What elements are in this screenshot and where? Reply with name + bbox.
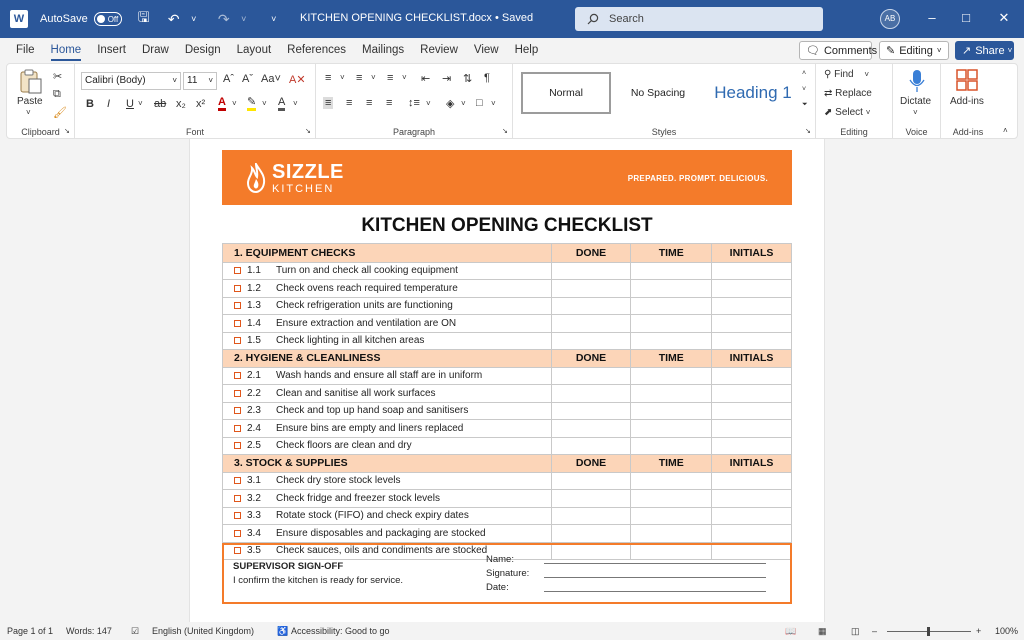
checklist-item (223, 280, 552, 298)
time-cell[interactable] (631, 472, 712, 490)
checklist-row (223, 525, 792, 543)
title-bar (0, 0, 1024, 38)
done-cell[interactable] (551, 385, 631, 403)
accessibility-icon: ♿ (277, 626, 289, 636)
superscript-icon[interactable]: x² (196, 98, 206, 110)
share-button[interactable] (955, 41, 1014, 60)
item-number: 1.4 (247, 317, 261, 329)
flame-icon (246, 163, 266, 193)
initials-cell[interactable] (712, 262, 792, 280)
addins-icon[interactable] (956, 69, 978, 91)
chevron-down-icon: ˅ (936, 46, 942, 55)
editing-label: Editing (899, 44, 933, 57)
initials-cell[interactable] (712, 402, 792, 420)
checklist-row (223, 297, 792, 315)
column-header-done: DONE (551, 350, 631, 368)
font-color-icon[interactable]: A (218, 97, 226, 111)
done-cell[interactable] (551, 472, 631, 490)
search-icon: ⚲ (824, 69, 832, 80)
avatar[interactable]: AB (880, 9, 900, 29)
item-text: Check floors are clean and dry (276, 440, 412, 452)
highlight-icon[interactable]: ✎ (247, 97, 256, 111)
checklist-item (223, 297, 552, 315)
dictate-dropdown-icon[interactable]: ˅ (913, 108, 918, 117)
item-number: 2.3 (247, 405, 261, 417)
microphone-icon[interactable] (909, 69, 925, 93)
autosave-state: Off (107, 14, 119, 24)
checklist-row (223, 472, 792, 490)
checkbox-icon[interactable] (234, 442, 241, 449)
increase-indent-icon[interactable]: ⇥ (442, 73, 452, 85)
column-header-initials: INITIALS (712, 455, 792, 473)
initials-cell[interactable] (712, 297, 792, 315)
text-effects-dropdown-icon[interactable]: ˅ (293, 99, 298, 108)
checkbox-icon[interactable] (234, 477, 241, 484)
clipboard-group (7, 64, 75, 140)
clipboard-launcher-icon[interactable]: ↘ (64, 128, 70, 135)
checklist-item (223, 332, 552, 350)
checkbox-icon[interactable] (234, 372, 241, 379)
initials-cell[interactable] (712, 280, 792, 298)
item-text: Check ovens reach required temperature (276, 282, 458, 294)
bullets-dropdown-icon[interactable]: ˅ (340, 73, 345, 82)
print-layout-icon[interactable]: ▦ (818, 626, 827, 636)
checkbox-icon[interactable] (234, 530, 241, 537)
select-button[interactable] (824, 107, 870, 118)
tab-file[interactable]: File (16, 44, 35, 56)
tab-home[interactable]: Home (43, 38, 90, 62)
checklist-table[interactable] (222, 243, 792, 560)
undo-icon[interactable]: ↶ (167, 10, 180, 27)
tab-review[interactable]: Review (420, 44, 458, 56)
initials-cell[interactable] (712, 385, 792, 403)
align-left-icon[interactable]: ≡ (325, 97, 332, 109)
font-group (75, 64, 316, 140)
item-number: 2.5 (247, 440, 261, 452)
checkbox-icon[interactable] (234, 285, 241, 292)
done-cell[interactable] (551, 507, 631, 525)
clear-formatting-icon[interactable]: A✕ (289, 74, 306, 86)
item-number: 3.1 (247, 475, 261, 487)
initials-cell[interactable] (712, 332, 792, 350)
logo (246, 158, 344, 198)
checklist-row (223, 367, 792, 385)
voice-group-label: Voice (905, 127, 928, 137)
checklist-item (223, 385, 552, 403)
time-cell[interactable] (631, 525, 712, 543)
proofing-icon[interactable]: ☑ (131, 626, 140, 636)
search-icon (587, 13, 599, 25)
style-heading-1[interactable]: Heading 1 (714, 83, 792, 102)
copy-icon[interactable]: ⧉ (53, 88, 61, 100)
styles-scroll-down-icon[interactable]: ˅ (802, 86, 807, 93)
item-text: Wash hands and ensure all staff are in uniform (276, 370, 483, 382)
logo-sub-text: KITCHEN (272, 182, 335, 195)
format-painter-icon[interactable]: 🖌 (53, 107, 67, 119)
section-title: 2. HYGIENE & CLEANLINESS (223, 350, 552, 368)
paste-label[interactable]: Paste (17, 96, 43, 107)
text-effects-icon[interactable]: A (278, 97, 285, 111)
minimize-icon[interactable]: – (928, 10, 936, 25)
checkbox-icon[interactable] (234, 267, 241, 274)
item-text: Check refrigeration units are functioning (276, 300, 453, 312)
borders-dropdown-icon[interactable]: ˅ (491, 99, 496, 108)
font-name-value: Calibri (Body) (85, 75, 146, 86)
checklist-row (223, 280, 792, 298)
tab-help[interactable]: Help (514, 44, 539, 56)
find-button[interactable] (824, 69, 869, 80)
time-cell[interactable] (631, 437, 712, 455)
item-text: Ensure bins are empty and liners replaced (276, 422, 464, 434)
style-no-spacing[interactable]: No Spacing (630, 87, 686, 99)
search-box[interactable] (575, 7, 823, 31)
name-line[interactable] (544, 563, 766, 564)
item-number: 1.3 (247, 300, 261, 312)
time-cell[interactable] (631, 420, 712, 438)
section-title: 1. EQUIPMENT CHECKS (223, 244, 552, 263)
checklist-row (223, 402, 792, 420)
checklist-item (223, 420, 552, 438)
item-number: 2.4 (247, 422, 261, 434)
column-header-initials: INITIALS (712, 244, 792, 263)
subscript-icon[interactable]: x₂ (176, 98, 186, 110)
replace-label: Replace (835, 88, 872, 99)
redo-dropdown-icon[interactable]: ˅ (241, 14, 247, 24)
item-number: 3.2 (247, 492, 261, 504)
replace-icon: ⇄ (824, 88, 833, 99)
paste-icon[interactable] (19, 69, 43, 95)
column-header-time: TIME (631, 455, 712, 473)
paragraph-group (316, 64, 513, 140)
select-label: Select (835, 107, 863, 118)
multilevel-list-icon[interactable]: ≡ (387, 72, 394, 84)
chevron-down-icon: ˅ (1007, 46, 1013, 55)
maximize-icon[interactable]: □ (962, 10, 970, 25)
underline-icon[interactable]: U (126, 98, 134, 110)
signature-label: Signature: (486, 568, 530, 579)
time-cell[interactable] (631, 280, 712, 298)
styles-group (513, 64, 816, 140)
checkbox-icon[interactable] (234, 390, 241, 397)
cut-icon[interactable]: ✂ (53, 71, 63, 83)
pencil-icon: ✎ (886, 45, 896, 57)
tab-references[interactable]: References (287, 44, 346, 56)
language[interactable]: English (United Kingdom) (152, 626, 255, 636)
align-right-icon[interactable]: ≡ (366, 97, 373, 109)
document-canvas[interactable] (0, 139, 1024, 622)
redo-icon[interactable]: ↷ (217, 10, 230, 27)
column-header-initials: INITIALS (712, 350, 792, 368)
web-layout-icon[interactable]: ◫ (851, 626, 860, 636)
styles-launcher-icon[interactable]: ↘ (805, 128, 811, 135)
strikethrough-icon[interactable]: ab (154, 98, 167, 110)
done-cell[interactable] (551, 262, 631, 280)
grow-font-icon[interactable]: Aˆ (223, 73, 234, 85)
shading-icon[interactable]: ◈ (446, 98, 455, 110)
zoom-slider-thumb[interactable] (927, 627, 930, 636)
initials-cell[interactable] (712, 490, 792, 508)
bold-icon[interactable]: B (86, 98, 94, 110)
section-header-row (223, 455, 792, 473)
section-header-row (223, 350, 792, 368)
column-header-done: DONE (551, 244, 631, 263)
initials-cell[interactable] (712, 472, 792, 490)
tab-draw[interactable]: Draw (141, 44, 169, 56)
item-text: Check lighting in all kitchen areas (276, 335, 425, 347)
checklist-row (223, 420, 792, 438)
font-size-select[interactable] (183, 72, 217, 90)
checkbox-icon[interactable] (234, 337, 241, 344)
date-line[interactable] (544, 591, 766, 592)
column-header-time: TIME (631, 244, 712, 263)
item-number: 1.1 (247, 265, 261, 277)
document-page[interactable] (189, 139, 825, 622)
checkbox-icon[interactable] (234, 302, 241, 309)
chevron-down-icon: ˅ (864, 70, 870, 79)
checkbox-icon[interactable] (234, 425, 241, 432)
tagline: PREPARED. PROMPT. DELICIOUS. (627, 174, 768, 183)
checklist-row (223, 507, 792, 525)
column-header-time: TIME (631, 350, 712, 368)
addins-group (941, 64, 995, 140)
save-icon[interactable]: 🖫 (137, 9, 150, 25)
zoom-out-icon[interactable]: – (872, 626, 878, 636)
customize-toolbar-icon[interactable]: ˅ (271, 14, 277, 24)
tab-design[interactable]: Design (184, 44, 221, 56)
done-cell[interactable] (551, 297, 631, 315)
checklist-item (223, 315, 552, 333)
numbering-dropdown-icon[interactable]: ˅ (371, 73, 376, 82)
chevron-down-icon: ˅ (208, 76, 213, 85)
checklist-row (223, 490, 792, 508)
done-cell[interactable] (551, 420, 631, 438)
ribbon (6, 63, 1018, 139)
document-title-heading: KITCHEN OPENING CHECKLIST (361, 215, 653, 236)
word-count[interactable]: Words: 147 (66, 626, 112, 636)
checklist-row (223, 315, 792, 333)
item-text: Clean and sanitise all work surfaces (276, 387, 436, 399)
comments-button[interactable] (799, 41, 878, 60)
addins-label[interactable]: Add-ins (950, 96, 984, 107)
item-text: Ensure extraction and ventilation are ON (276, 317, 457, 329)
checklist-row (223, 332, 792, 350)
justify-icon[interactable]: ≡ (386, 97, 393, 109)
time-cell[interactable] (631, 507, 712, 525)
checklist-row (223, 437, 792, 455)
paragraph-launcher-icon[interactable]: ↘ (502, 128, 508, 135)
item-number: 3.3 (247, 510, 261, 522)
supervisor-signoff-box (222, 543, 792, 604)
name-label: Name: (486, 554, 514, 565)
checklist-row (223, 262, 792, 280)
item-number: 2.2 (247, 387, 261, 399)
highlight-dropdown-icon[interactable]: ˅ (262, 99, 267, 108)
done-cell[interactable] (551, 315, 631, 333)
clipboard-group-label: Clipboard (21, 127, 60, 137)
comment-icon: 🗨 (806, 45, 820, 57)
zoom-level[interactable]: 100% (995, 626, 1019, 636)
time-cell[interactable] (631, 367, 712, 385)
checklist-item (223, 402, 552, 420)
font-size-value: 11 (187, 75, 198, 86)
sort-icon[interactable]: ⇅ (463, 73, 473, 85)
read-mode-icon[interactable]: 📖 (785, 626, 797, 636)
collapse-ribbon-icon[interactable]: ˄ (1003, 126, 1008, 135)
editing-mode-button[interactable] (879, 41, 949, 60)
signature-line[interactable] (544, 577, 766, 578)
initials-cell[interactable] (712, 315, 792, 333)
checklist-item (223, 490, 552, 508)
share-icon: ↗ (962, 45, 972, 57)
time-cell[interactable] (631, 262, 712, 280)
tab-view[interactable]: View (473, 44, 499, 56)
column-header-done: DONE (551, 455, 631, 473)
search-placeholder: Search (609, 13, 644, 25)
change-case-icon[interactable]: Aa˅ (261, 73, 281, 85)
done-cell[interactable] (551, 490, 631, 508)
signoff-text: I confirm the kitchen is ready for service. (233, 575, 404, 586)
checklist-row (223, 385, 792, 403)
paste-dropdown-icon[interactable]: ˅ (26, 108, 31, 117)
underline-dropdown-icon[interactable]: ˅ (138, 99, 143, 108)
paragraph-group-label: Paragraph (392, 127, 436, 137)
line-spacing-icon[interactable]: ↕≡ (408, 97, 420, 109)
item-number: 2.1 (247, 370, 261, 382)
borders-icon[interactable]: □ (476, 97, 483, 109)
signoff-title: SUPERVISOR SIGN-OFF (233, 561, 344, 572)
time-cell[interactable] (631, 315, 712, 333)
font-color-dropdown-icon[interactable]: ˅ (232, 99, 237, 108)
document-title[interactable]: KITCHEN OPENING CHECKLIST.docx • Saved (300, 12, 534, 24)
tab-mailings[interactable]: Mailings (361, 44, 405, 56)
replace-button[interactable] (824, 88, 872, 99)
accessibility-status[interactable]: Accessibility: Good to go (291, 626, 390, 636)
initials-cell[interactable] (712, 507, 792, 525)
item-number: 3.5 (247, 545, 261, 557)
done-cell[interactable] (551, 367, 631, 385)
time-cell[interactable] (631, 490, 712, 508)
font-name-select[interactable] (81, 72, 181, 90)
editing-group-label: Editing (840, 127, 868, 137)
logo-main-text: SIZZLE (272, 160, 344, 183)
section-title: 3. STOCK & SUPPLIES (223, 455, 552, 473)
item-text: Check sauces, oils and condiments are stocked (276, 545, 488, 557)
decrease-indent-icon[interactable]: ⇤ (421, 73, 431, 85)
checklist-item (223, 472, 552, 490)
done-cell[interactable] (551, 525, 631, 543)
time-cell[interactable] (631, 297, 712, 315)
zoom-in-icon[interactable]: + (976, 626, 982, 636)
item-text: Rotate stock (FIFO) and check expiry dates (276, 510, 469, 522)
font-group-label: Font (185, 127, 204, 137)
checklist-item (223, 367, 552, 385)
item-text: Check dry store stock levels (276, 475, 401, 487)
editing-group (816, 64, 893, 140)
italic-icon[interactable]: I (107, 98, 111, 110)
styles-more-icon[interactable]: ⏷ (802, 101, 808, 108)
checkbox-icon[interactable] (234, 512, 241, 519)
item-number: 3.4 (247, 527, 261, 539)
done-cell[interactable] (551, 332, 631, 350)
font-launcher-icon[interactable]: ↘ (305, 128, 311, 135)
dictate-label[interactable]: Dictate (900, 96, 932, 107)
style-normal[interactable]: Normal (521, 72, 611, 114)
checklist-item (223, 507, 552, 525)
item-text: Turn on and check all cooking equipment (276, 265, 458, 277)
page-count[interactable]: Page 1 of 1 (7, 626, 54, 636)
align-center-icon[interactable]: ≡ (346, 97, 353, 109)
checkbox-icon[interactable] (234, 407, 241, 414)
autosave-toggle[interactable] (94, 12, 122, 26)
numbering-icon[interactable]: ≡ (356, 72, 363, 84)
close-icon[interactable]: ✕ (998, 10, 1010, 25)
cursor-icon: ⬈ (824, 107, 833, 118)
checkbox-icon[interactable] (234, 320, 241, 327)
addins-group-label: Add-ins (952, 127, 984, 137)
checklist-item (223, 525, 552, 543)
time-cell[interactable] (631, 385, 712, 403)
undo-dropdown-icon[interactable]: ˅ (191, 14, 197, 24)
initials-cell[interactable] (712, 525, 792, 543)
item-number: 1.5 (247, 335, 261, 347)
styles-group-label: Styles (651, 127, 677, 137)
multilevel-dropdown-icon[interactable]: ˅ (402, 73, 407, 82)
initials-cell[interactable] (712, 367, 792, 385)
item-text: Check fridge and freezer stock levels (276, 492, 440, 504)
checklist-item (223, 262, 552, 280)
chevron-down-icon: ˅ (865, 108, 871, 117)
comments-label: Comments (823, 44, 878, 57)
done-cell[interactable] (551, 402, 631, 420)
autosave-label: AutoSave (40, 13, 88, 25)
time-cell[interactable] (631, 402, 712, 420)
tab-insert[interactable]: Insert (97, 44, 126, 56)
initials-cell[interactable] (712, 437, 792, 455)
show-formatting-icon[interactable]: ¶ (484, 72, 490, 84)
status-bar (0, 622, 1024, 640)
done-cell[interactable] (551, 280, 631, 298)
voice-group (893, 64, 941, 140)
word-app-icon (10, 10, 28, 28)
initials-cell[interactable] (712, 420, 792, 438)
chevron-down-icon: ˅ (172, 76, 177, 85)
section-header-row (223, 244, 792, 263)
item-number: 1.2 (247, 282, 261, 294)
item-text: Check and top up hand soap and sanitisers (276, 405, 469, 417)
shrink-font-icon[interactable]: Aˇ (242, 73, 253, 85)
tab-layout[interactable]: Layout (236, 44, 272, 56)
checkbox-icon[interactable] (234, 495, 241, 502)
bullets-icon[interactable]: ≡ (325, 72, 332, 84)
share-label: Share (975, 44, 1005, 57)
checklist-item (223, 437, 552, 455)
time-cell[interactable] (631, 332, 712, 350)
line-spacing-dropdown-icon[interactable]: ˅ (426, 99, 431, 108)
shading-dropdown-icon[interactable]: ˅ (461, 99, 466, 108)
item-text: Ensure disposables and packaging are stocked (276, 527, 486, 539)
styles-scroll-up-icon[interactable]: ˄ (802, 70, 807, 77)
find-label: Find (834, 69, 854, 80)
date-label: Date: (486, 582, 509, 593)
header-banner (222, 150, 792, 205)
done-cell[interactable] (551, 437, 631, 455)
